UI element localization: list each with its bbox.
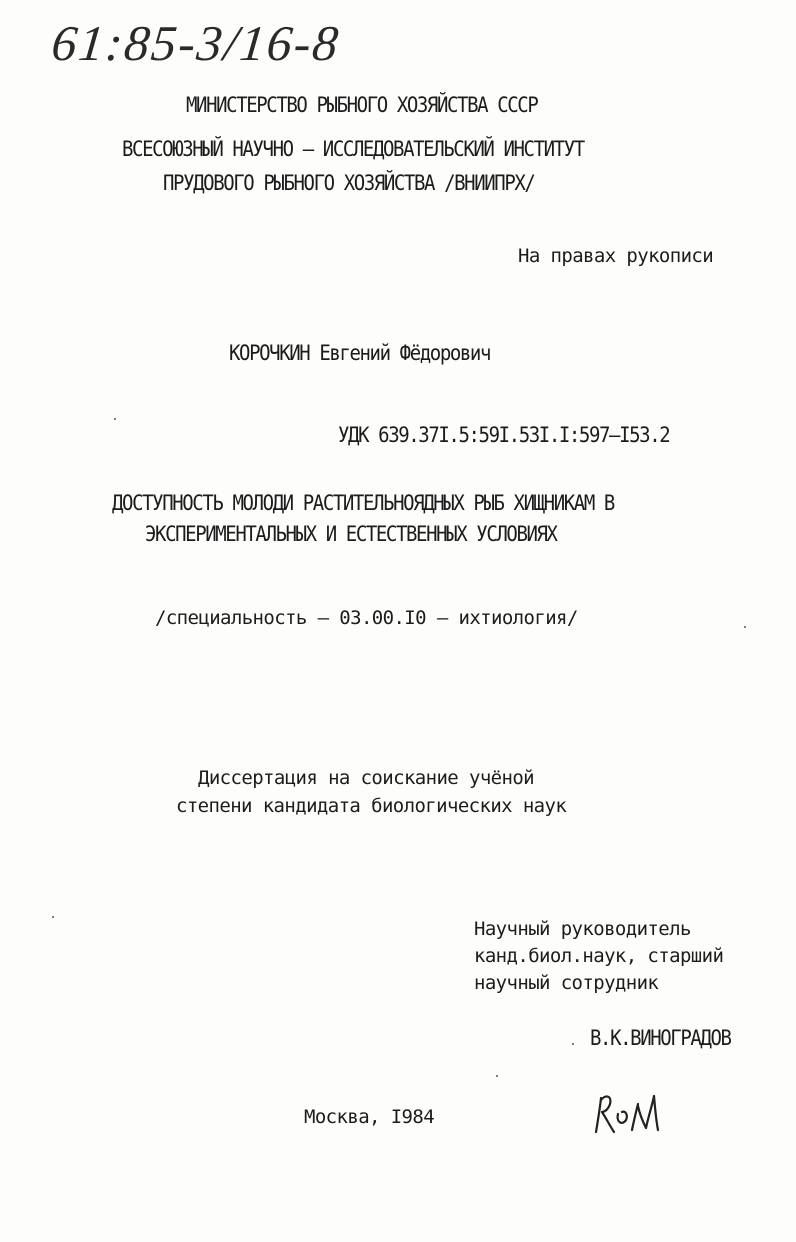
institute-name-line1: ВСЕСОЮЗНЫЙ НАУЧНО – ИССЛЕДОВАТЕЛЬСКИЙ ИНСТИТУТ	[122, 136, 584, 162]
ministry-name: МИНИСТЕРСТВО РЫБНОГО ХОЗЯЙСТВА СССР	[186, 92, 538, 118]
scan-speck	[52, 916, 54, 918]
institute-name-line2: ПРУДОВОГО РЫБНОГО ХОЗЯЙСТВА /ВНИИПРХ/	[163, 170, 535, 196]
supervisor-title-line2: канд.биол.наук, старший	[474, 945, 724, 967]
scan-speck	[496, 1075, 498, 1077]
supervisor-title-line3: научный сотрудник	[474, 972, 659, 994]
supervisor-name: В.К.ВИНОГРАДОВ	[590, 1025, 731, 1051]
author-name: КОРОЧКИН Евгений Фёдорович	[229, 340, 491, 366]
place-and-year: Москва, I984	[304, 1106, 435, 1128]
scan-speck	[572, 1043, 574, 1045]
supervisor-title-line1: Научный руководитель	[474, 918, 691, 940]
specialty-line: /специальность – 03.00.I0 – ихтиология/	[155, 607, 578, 629]
archive-number: 61:85-3/16-8	[49, 15, 343, 71]
udc-code: УДК 639.37I.5:59I.53I.I:597–I53.2	[338, 422, 670, 448]
thesis-title-line1: ДОСТУПНОСТЬ МОЛОДИ РАСТИТЕЛЬНОЯДНЫХ РЫБ ХИЩНИКАМ В	[112, 490, 614, 516]
handwritten-signature-icon	[592, 1090, 662, 1140]
manuscript-rights-note: На правах рукописи	[518, 245, 714, 267]
scan-speck	[744, 626, 746, 628]
dissertation-purpose-line2: степени кандидата биологических наук	[176, 795, 567, 817]
thesis-title-line2: ЭКСПЕРИМЕНТАЛЬНЫХ И ЕСТЕСТВЕННЫХ УСЛОВИЯХ	[145, 521, 557, 547]
dissertation-purpose-line1: Диссертация на соискание учёной	[198, 767, 535, 789]
scan-speck	[114, 418, 116, 420]
